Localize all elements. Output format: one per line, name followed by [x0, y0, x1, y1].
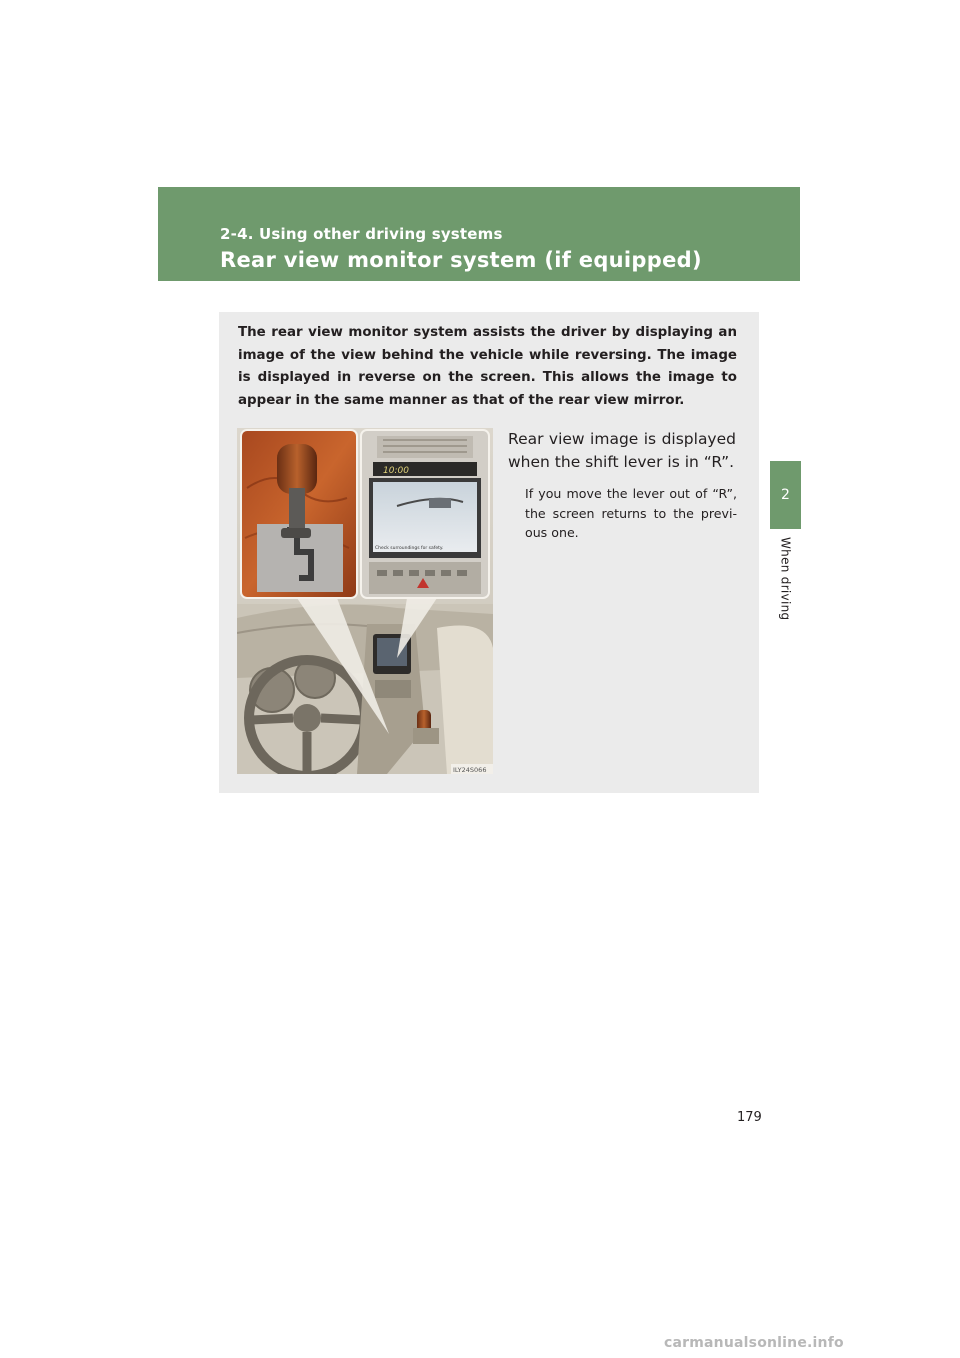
- section-header: [158, 187, 800, 281]
- chapter-tab-label: When driving: [778, 537, 793, 621]
- screen-clock: 10:00: [383, 466, 409, 476]
- watermark: carmanualsonline.info: [664, 1335, 844, 1351]
- content-box: [219, 312, 759, 793]
- figure-code: ILY24S066: [453, 766, 487, 774]
- page-title: Rear view monitor system (if equipped): [220, 248, 702, 272]
- rear-view-monitor-illustration: [237, 428, 493, 774]
- chapter-tab-number: 2: [770, 461, 801, 529]
- page-number: 179: [737, 1110, 762, 1125]
- screen-caption: Check surroundings for safety.: [375, 546, 444, 551]
- step-note: If you move the lever out of “R”, the screen returns to the previ-ous one.: [525, 486, 737, 540]
- intro-paragraph: The rear view monitor system assists the driver by displaying an image of the view behind the vehicle while reversing. The image is displayed in reverse on the screen. This allows the image to appear in the same manner as that of the rear view mirror.: [238, 325, 737, 408]
- chapter-tab-title: [770, 537, 801, 637]
- step-description: Rear view image is displayed when the shift lever is in “R”.: [508, 430, 736, 471]
- section-label: 2-4. Using other driving systems: [220, 225, 503, 243]
